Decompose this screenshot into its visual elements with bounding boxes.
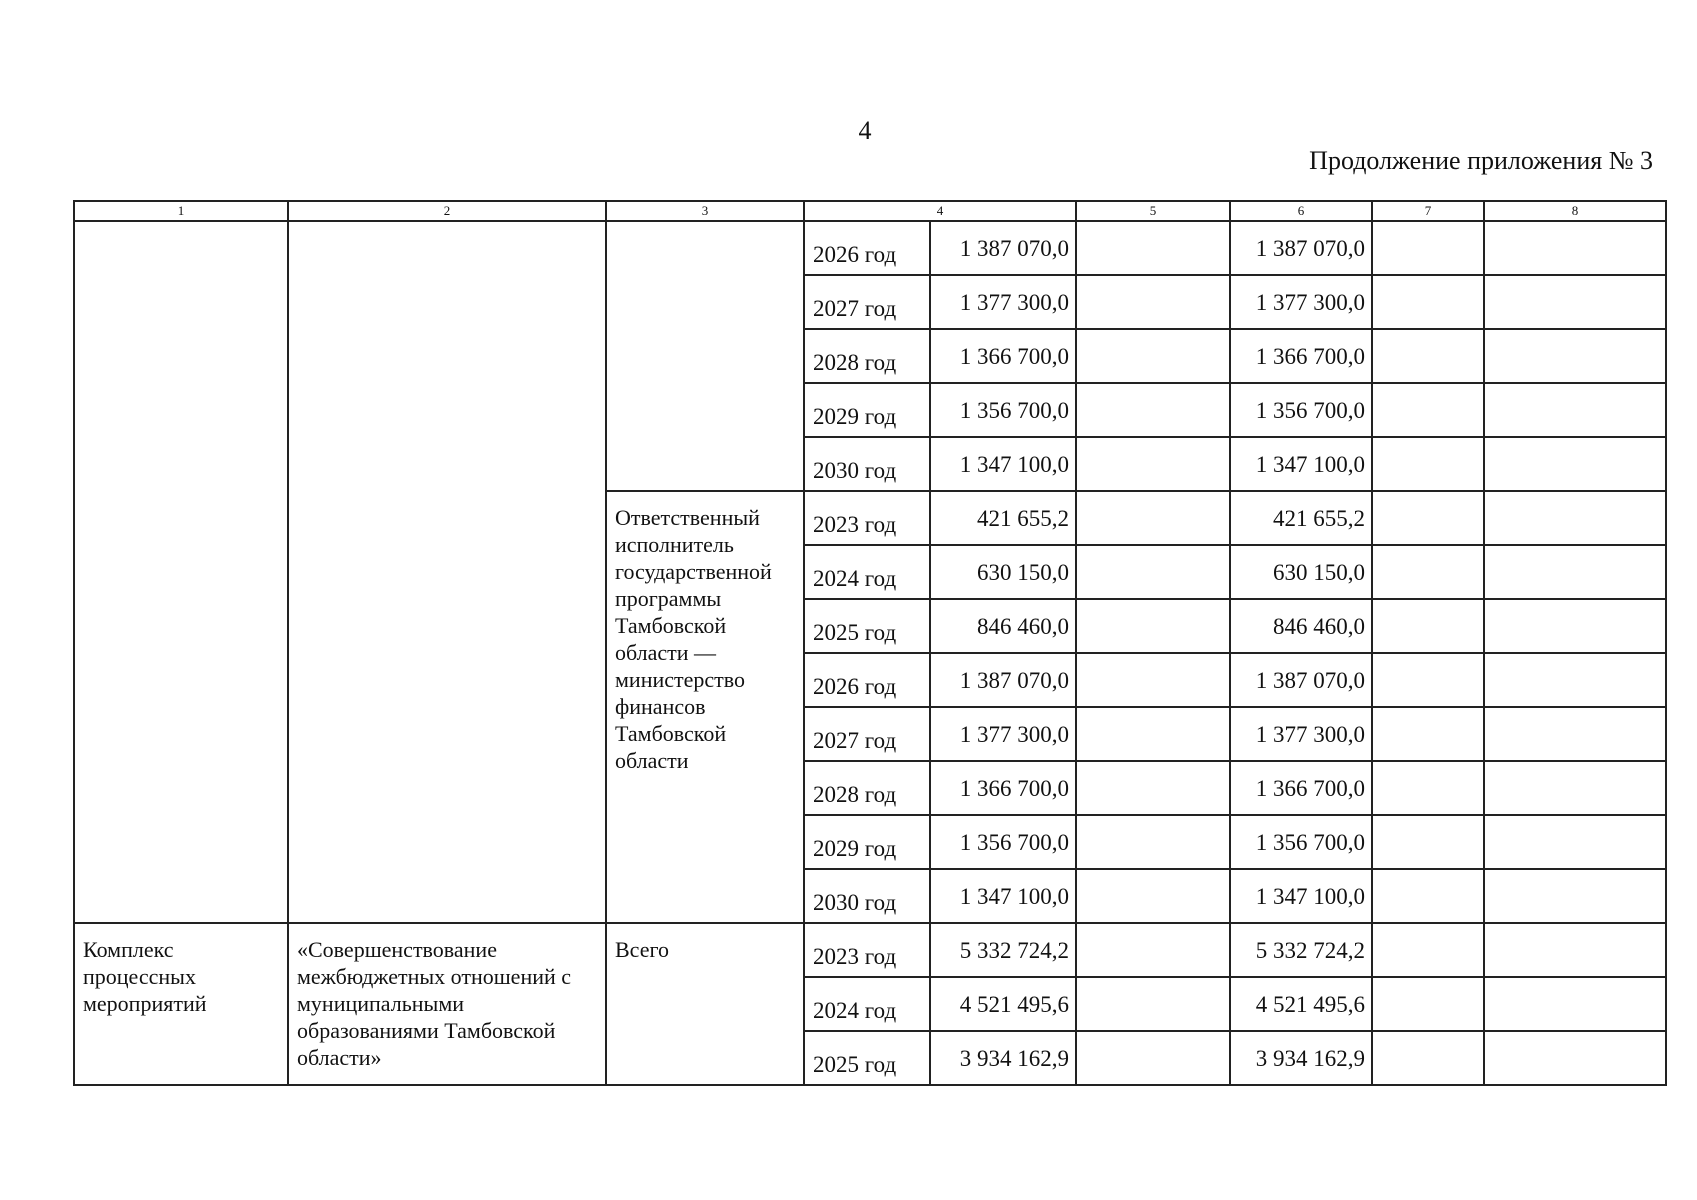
page-number: 4 — [858, 116, 872, 145]
table-row — [74, 923, 1666, 977]
amount-cell: 1 347 100,0 — [930, 869, 1076, 923]
year-cell: 2028 год — [804, 761, 930, 815]
year-cell: 2024 год — [804, 545, 930, 599]
col5-cell — [1076, 977, 1230, 1031]
col6-amount-cell: 5 332 724,2 — [1230, 923, 1372, 977]
col8-cell — [1484, 437, 1666, 491]
complex-name-cell: «Совершенствование межбюджетных отношений с муниципальными образованиями Тамбовской области» — [288, 923, 606, 1085]
col7-cell — [1372, 815, 1484, 869]
responsible-executor-cell: Ответственный исполнитель государственной программы Тамбовской области — министерство финансов Тамбовской области — [606, 491, 804, 923]
budget-table — [73, 200, 1667, 1086]
amount-cell: 1 366 700,0 — [930, 761, 1076, 815]
amount-cell: 5 332 724,2 — [930, 923, 1076, 977]
col8-cell — [1484, 329, 1666, 383]
column-number: 2 — [288, 201, 606, 221]
amount-cell: 1 387 070,0 — [930, 221, 1076, 275]
column-number: 5 — [1076, 201, 1230, 221]
col6-amount-cell: 1 387 070,0 — [1230, 221, 1372, 275]
empty-cell — [288, 221, 606, 923]
amount-cell: 3 934 162,9 — [930, 1031, 1076, 1085]
year-cell: 2029 год — [804, 383, 930, 437]
col7-cell — [1372, 383, 1484, 437]
col5-cell — [1076, 923, 1230, 977]
year-cell: 2025 год — [804, 599, 930, 653]
col8-cell — [1484, 653, 1666, 707]
col5-cell — [1076, 815, 1230, 869]
col7-cell — [1372, 977, 1484, 1031]
col8-cell — [1484, 761, 1666, 815]
col7-cell — [1372, 275, 1484, 329]
empty-cell — [74, 221, 288, 923]
col7-cell — [1372, 707, 1484, 761]
col6-amount-cell: 1 366 700,0 — [1230, 329, 1372, 383]
col5-cell — [1076, 707, 1230, 761]
col8-cell — [1484, 599, 1666, 653]
col7-cell — [1372, 653, 1484, 707]
year-cell: 2029 год — [804, 815, 930, 869]
year-cell: 2024 год — [804, 977, 930, 1031]
col5-cell — [1076, 761, 1230, 815]
col8-cell — [1484, 221, 1666, 275]
col8-cell — [1484, 923, 1666, 977]
column-number: 7 — [1372, 201, 1484, 221]
amount-cell: 421 655,2 — [930, 491, 1076, 545]
col6-amount-cell: 1 356 700,0 — [1230, 815, 1372, 869]
col6-amount-cell: 1 366 700,0 — [1230, 761, 1372, 815]
year-cell: 2023 год — [804, 491, 930, 545]
complex-label-cell: Комплекс процессных мероприятий — [74, 923, 288, 1085]
appendix-title: Продолжение приложения № 3 — [1309, 146, 1653, 175]
year-cell: 2027 год — [804, 275, 930, 329]
col7-cell — [1372, 329, 1484, 383]
col6-amount-cell: 421 655,2 — [1230, 491, 1372, 545]
col6-amount-cell: 1 377 300,0 — [1230, 275, 1372, 329]
amount-cell: 1 377 300,0 — [930, 707, 1076, 761]
col7-cell — [1372, 923, 1484, 977]
amount-cell: 4 521 495,6 — [930, 977, 1076, 1031]
total-label-cell: Всего — [606, 923, 804, 1085]
col5-cell — [1076, 1031, 1230, 1085]
amount-cell: 1 387 070,0 — [930, 653, 1076, 707]
year-cell: 2025 год — [804, 1031, 930, 1085]
col6-amount-cell: 630 150,0 — [1230, 545, 1372, 599]
col5-cell — [1076, 491, 1230, 545]
col6-amount-cell: 1 356 700,0 — [1230, 383, 1372, 437]
col6-amount-cell: 3 934 162,9 — [1230, 1031, 1372, 1085]
col7-cell — [1372, 761, 1484, 815]
col6-amount-cell: 1 347 100,0 — [1230, 437, 1372, 491]
year-cell: 2023 год — [804, 923, 930, 977]
col5-cell — [1076, 545, 1230, 599]
col5-cell — [1076, 221, 1230, 275]
col8-cell — [1484, 977, 1666, 1031]
amount-cell: 1 347 100,0 — [930, 437, 1076, 491]
col8-cell — [1484, 491, 1666, 545]
col7-cell — [1372, 491, 1484, 545]
col8-cell — [1484, 545, 1666, 599]
col6-amount-cell: 4 521 495,6 — [1230, 977, 1372, 1031]
col8-cell — [1484, 383, 1666, 437]
col7-cell — [1372, 545, 1484, 599]
amount-cell: 1 356 700,0 — [930, 815, 1076, 869]
col5-cell — [1076, 383, 1230, 437]
amount-cell: 846 460,0 — [930, 599, 1076, 653]
col5-cell — [1076, 329, 1230, 383]
col8-cell — [1484, 869, 1666, 923]
year-cell: 2027 год — [804, 707, 930, 761]
amount-cell: 630 150,0 — [930, 545, 1076, 599]
col6-amount-cell: 846 460,0 — [1230, 599, 1372, 653]
col8-cell — [1484, 275, 1666, 329]
col7-cell — [1372, 221, 1484, 275]
col6-amount-cell: 1 387 070,0 — [1230, 653, 1372, 707]
col6-amount-cell: 1 377 300,0 — [1230, 707, 1372, 761]
year-cell: 2028 год — [804, 329, 930, 383]
col5-cell — [1076, 437, 1230, 491]
col7-cell — [1372, 437, 1484, 491]
col8-cell — [1484, 1031, 1666, 1085]
table-row — [74, 221, 1666, 275]
year-cell: 2026 год — [804, 653, 930, 707]
column-number: 8 — [1484, 201, 1666, 221]
column-number-row — [74, 201, 1666, 221]
empty-cell — [606, 221, 804, 491]
amount-cell: 1 366 700,0 — [930, 329, 1076, 383]
col7-cell — [1372, 599, 1484, 653]
col8-cell — [1484, 815, 1666, 869]
year-cell: 2030 год — [804, 437, 930, 491]
column-number: 1 — [74, 201, 288, 221]
year-cell: 2030 год — [804, 869, 930, 923]
col7-cell — [1372, 869, 1484, 923]
col5-cell — [1076, 653, 1230, 707]
amount-cell: 1 377 300,0 — [930, 275, 1076, 329]
col5-cell — [1076, 599, 1230, 653]
col8-cell — [1484, 707, 1666, 761]
col7-cell — [1372, 1031, 1484, 1085]
year-cell: 2026 год — [804, 221, 930, 275]
col5-cell — [1076, 869, 1230, 923]
col5-cell — [1076, 275, 1230, 329]
column-number: 6 — [1230, 201, 1372, 221]
column-number: 4 — [804, 201, 1076, 221]
column-number: 3 — [606, 201, 804, 221]
amount-cell: 1 356 700,0 — [930, 383, 1076, 437]
col6-amount-cell: 1 347 100,0 — [1230, 869, 1372, 923]
